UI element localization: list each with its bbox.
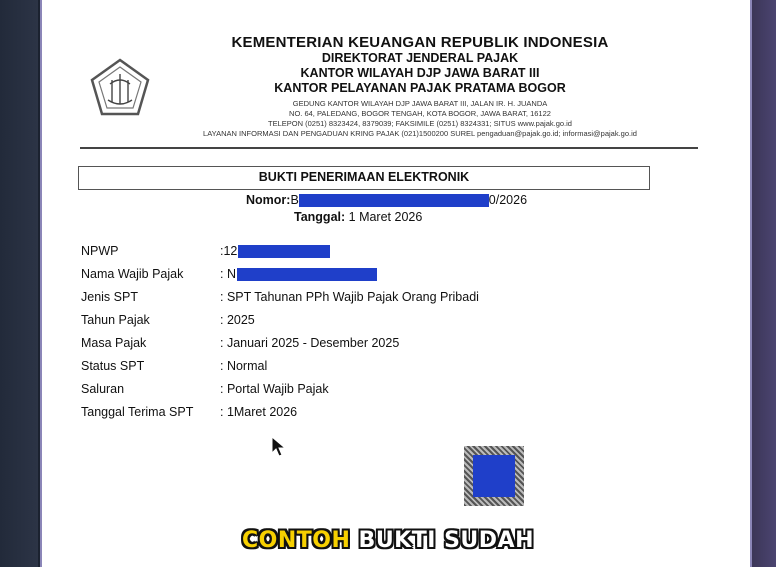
field-value: : SPT Tahunan PPh Wajib Pajak Orang Pribadi [220, 290, 479, 304]
field-value: : 2025 [220, 313, 255, 327]
tanggal-value: 1 Maret 2026 [348, 210, 423, 224]
npwp-redaction [238, 245, 330, 258]
field-value: : 1Maret 2026 [220, 405, 298, 419]
name-redaction [237, 268, 377, 281]
field-label: Masa Pajak [81, 336, 147, 350]
qr-code [464, 446, 524, 506]
tanggal-label: Tanggal: [294, 210, 346, 224]
header-divider [80, 147, 698, 149]
kemenkeu-logo-icon [88, 56, 152, 120]
document-number [246, 193, 527, 207]
video-caption [0, 528, 776, 553]
field-value: :12 [220, 244, 330, 258]
field-label: NPWP [81, 244, 119, 258]
field-label: Jenis SPT [81, 290, 138, 304]
nomor-label: Nomor: [246, 193, 291, 207]
field-label: Status SPT [81, 359, 145, 373]
field-value: : N [220, 267, 377, 281]
field-label: Tahun Pajak [81, 313, 150, 327]
document-date [294, 210, 422, 224]
address-line-1: GEDUNG KANTOR WILAYAH DJP JAWA BARAT III, JALAN IR. H. JUANDA [292, 99, 548, 108]
video-frame-left [0, 0, 38, 567]
field-label: Tanggal Terima SPT [81, 405, 194, 419]
tax-office-name: KANTOR PELAYANAN PAJAK PRATAMA BOGOR [274, 81, 566, 95]
letterhead [160, 34, 680, 139]
contact-line: TELEPON (0251) 8323424, 8379039; FAKSIMILE (0251) 8324331; SITUS www.pajak.go.id [268, 119, 572, 128]
field-value: : Portal Wajib Pajak [220, 382, 329, 396]
caption-text: BUKTI SUDAH [358, 528, 534, 553]
video-frame-right [750, 0, 776, 567]
field-label: Nama Wajib Pajak [81, 267, 184, 281]
nomor-prefix: B [290, 193, 299, 207]
document-title: BUKTI PENERIMAAN ELEKTRONIK [78, 166, 650, 190]
mouse-cursor-icon [271, 436, 287, 458]
nomor-redaction [299, 194, 489, 207]
field-value: : Normal [220, 359, 268, 373]
service-info-line: LAYANAN INFORMASI DAN PENGADUAN KRING PAJAK (021)1500200 SUREL pengaduan@pajak.go.id; informasi@pajak.go.id [203, 129, 637, 138]
field-value: : Januari 2025 - Desember 2025 [220, 336, 400, 350]
regional-office-name: KANTOR WILAYAH DJP JAWA BARAT III [300, 66, 540, 80]
caption-highlight: CONTOH [241, 528, 351, 553]
directorate-name: DIREKTORAT JENDERAL PAJAK [321, 51, 519, 65]
field-label: Saluran [81, 382, 125, 396]
address-line-2: NO. 64, PALEDANG, BOGOR TENGAH, KOTA BOGOR, JAWA BARAT, 16122 [289, 109, 551, 118]
nomor-suffix: 0/2026 [488, 193, 528, 207]
ministry-name: KEMENTERIAN KEUANGAN REPUBLIK INDONESIA [231, 34, 609, 51]
qr-redaction [473, 455, 515, 497]
